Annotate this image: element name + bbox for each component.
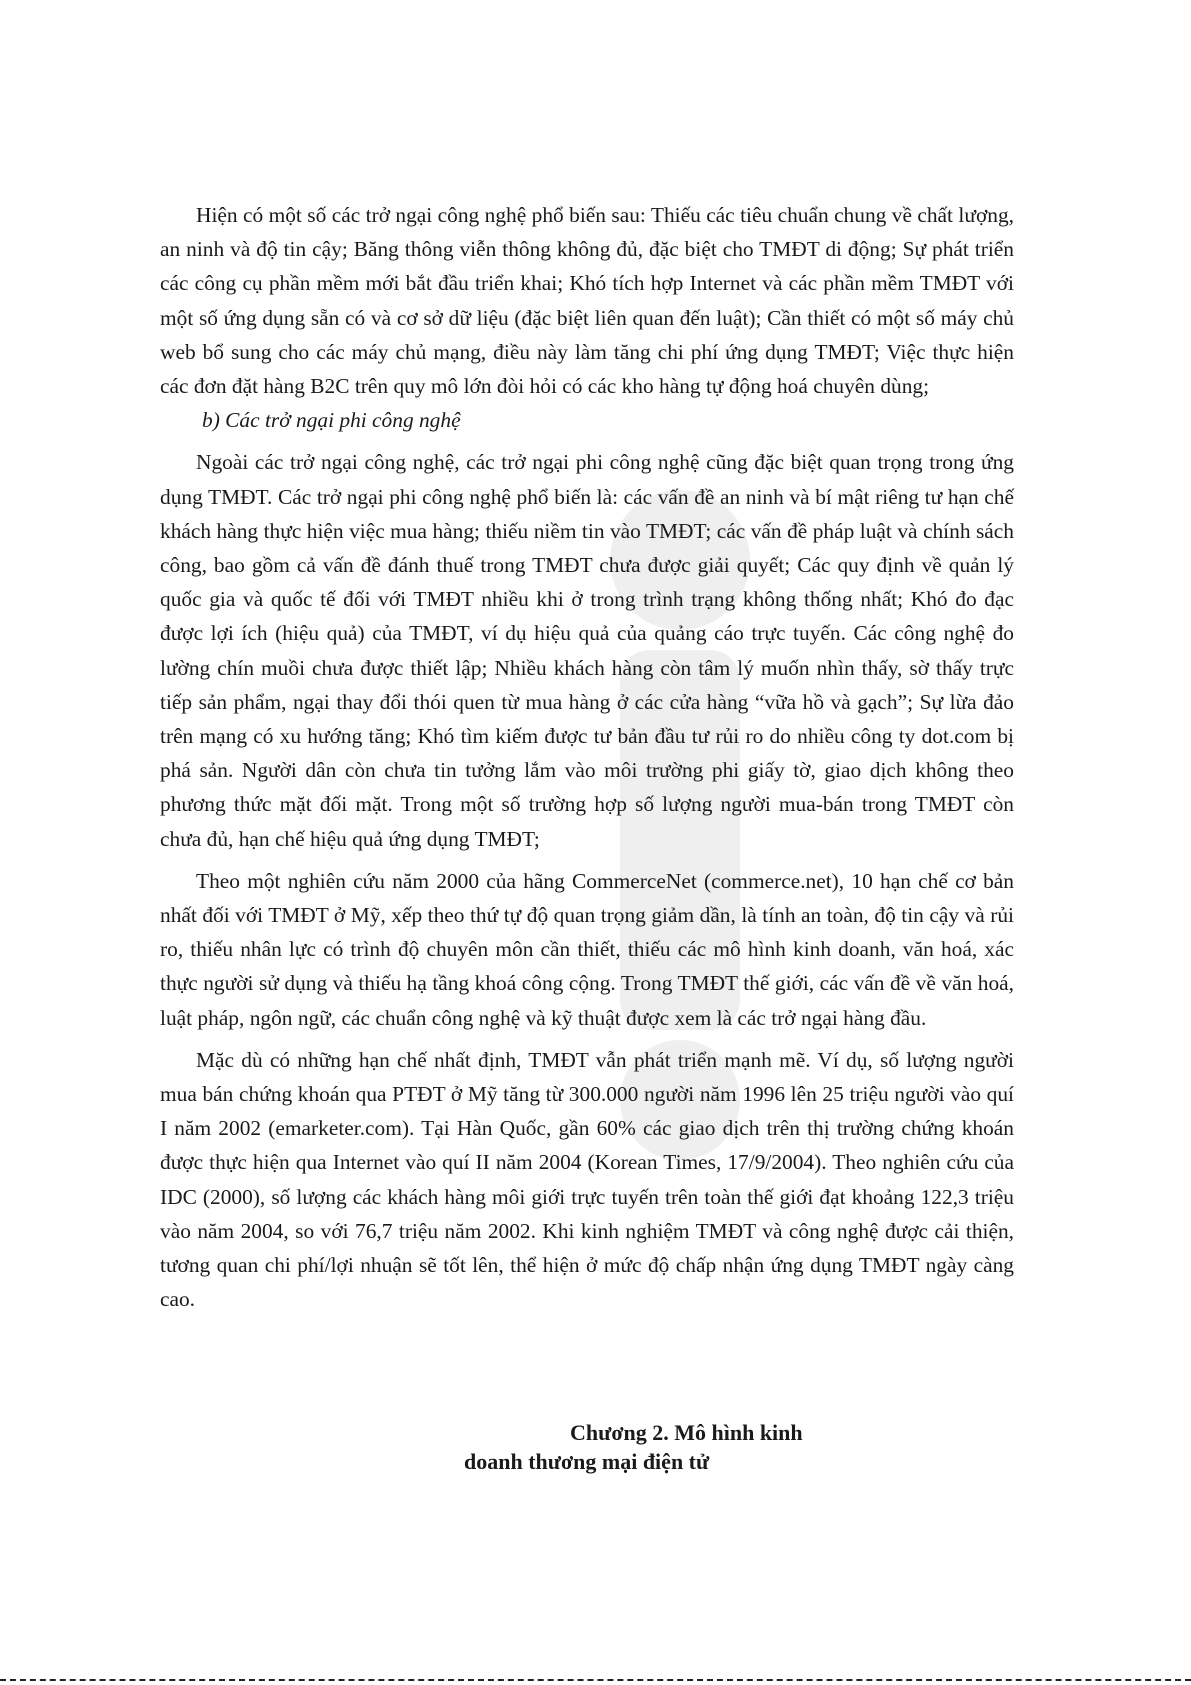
paragraph-growth: Mặc dù có những hạn chế nhất định, TMĐT vẫn phát triển mạnh mẽ. Ví dụ, số lượng người mua bán chứng khoán qua PTĐT ở Mỹ tăng từ 300.000 người năm 1996 lên 25 triệu người vào quí I năm 2002 (emarketer.com). Tại Hàn Quốc, gần 60% các giao dịch trên thị trường chứng khoán được thực hiện qua Internet vào quí II năm 2004 (Korean Times, 17/9/2004). Theo nghiên cứu của IDC (2000), số lượng các khách hàng môi giới trực tuyến trên toàn thế giới đạt khoảng 122,3 triệu vào năm 2004, so với 76,7 triệu năm 2002. Khi kinh nghiệm TMĐT và công nghệ được cải thiện, tương quan chi phí/lợi nhuận sẽ tốt lên, thể hiện ở mức độ chấp nhận ứng dụng TMĐT ngày càng cao. — [160, 1047, 1014, 1312]
paragraph-commercenet-study: Theo một nghiên cứu năm 2000 của hãng CommerceNet (commerce.net), 10 hạn chế cơ bản nhất đối với TMĐT ở Mỹ, xếp theo thứ tự độ quan trọng giảm dần, là tính an toàn, độ tin cậy và rủi ro, thiếu nhân lực có trình độ chuyên môn cần thiết, thiếu các mô hình kinh doanh, văn hoá, xác thực người sử dụng và thiếu hạ tầng khoá công cộng. Trong TMĐT thế giới, các vấn đề về văn hoá, luật pháp, ngôn ngữ, các chuẩn công nghệ và kỹ thuật được xem là các trở ngại hàng đầu. — [160, 868, 1014, 1030]
spacer — [160, 1035, 1014, 1043]
chapter-heading-line1: Chương 2. Mô hình kinh — [570, 1420, 803, 1445]
chapter-heading — [440, 1418, 900, 1476]
page-bottom-border — [0, 1679, 1191, 1681]
paragraph-non-tech-barriers: Ngoài các trở ngại công nghệ, các trở ngại phi công nghệ cũng đặc biệt quan trọng trong ứng dụng TMĐT. Các trở ngại phi công nghệ phổ biến là: các vấn đề an ninh và bí mật riêng tư hạn chế khách hàng thực hiện việc mua hàng; thiếu niềm tin vào TMĐT; các vấn đề pháp luật và chính sách công, bao gồm cả vấn đề đánh thuế trong TMĐT chưa được giải quyết; Các quy định về quản lý quốc gia và quốc tế đối với TMĐT nhiều khi ở trong trình trạng không thống nhất; Khó đo đạc được lợi ích (hiệu quả) của TMĐT, ví dụ hiệu quả của quảng cáo trực tuyến. Các công nghệ đo lường chín muồi chưa được thiết lập; Nhiều khách hàng còn tâm lý muốn nhìn thấy, sờ thấy trực tiếp sản phẩm, ngại thay đổi thói quen từ mua hàng ở các cửa hàng “vữa hồ và gạch”; Sự lừa đảo trên mạng có xu hướng tăng; Khó tìm kiếm được tư bản đầu tư rủi ro do nhiều công ty dot.com bị phá sản. Người dân còn chưa tin tưởng lắm vào môi trường phi giấy tờ, giao dịch không theo phương thức mặt đối mặt. Trong một số trường hợp số lượng người mua-bán trong TMĐT còn chưa đủ, hạn chế hiệu quả ứng dụng TMĐT; — [160, 450, 1014, 851]
body-text — [160, 198, 1014, 1317]
paragraph-tech-barriers: Hiện có một số các trở ngại công nghệ phổ biến sau: Thiếu các tiêu chuẩn chung về chất lượng, an ninh và độ tin cậy; Băng thông viễn thông không đủ, đặc biệt cho TMĐT di động; Sự phát triển các công cụ phần mềm mới bắt đầu triển khai; Khó tích hợp Internet và các phần mềm TMĐT với một số ứng dụng sẵn có và cơ sở dữ liệu (đặc biệt liên quan đến luật); Cần thiết có một số máy chủ web bổ sung cho các máy chủ mạng, điều này làm tăng chi phí ứng dụng TMĐT; Việc thực hiện các đơn đặt hàng B2C trên quy mô lớn đòi hỏi có các kho hàng tự động hoá chuyên dùng; — [160, 203, 1014, 399]
spacer — [160, 437, 1014, 445]
spacer — [160, 856, 1014, 864]
subheading-non-tech-barriers: b) Các trở ngại phi công nghệ — [202, 408, 461, 433]
chapter-heading-line2: doanh thương mại điện tử — [464, 1449, 710, 1474]
